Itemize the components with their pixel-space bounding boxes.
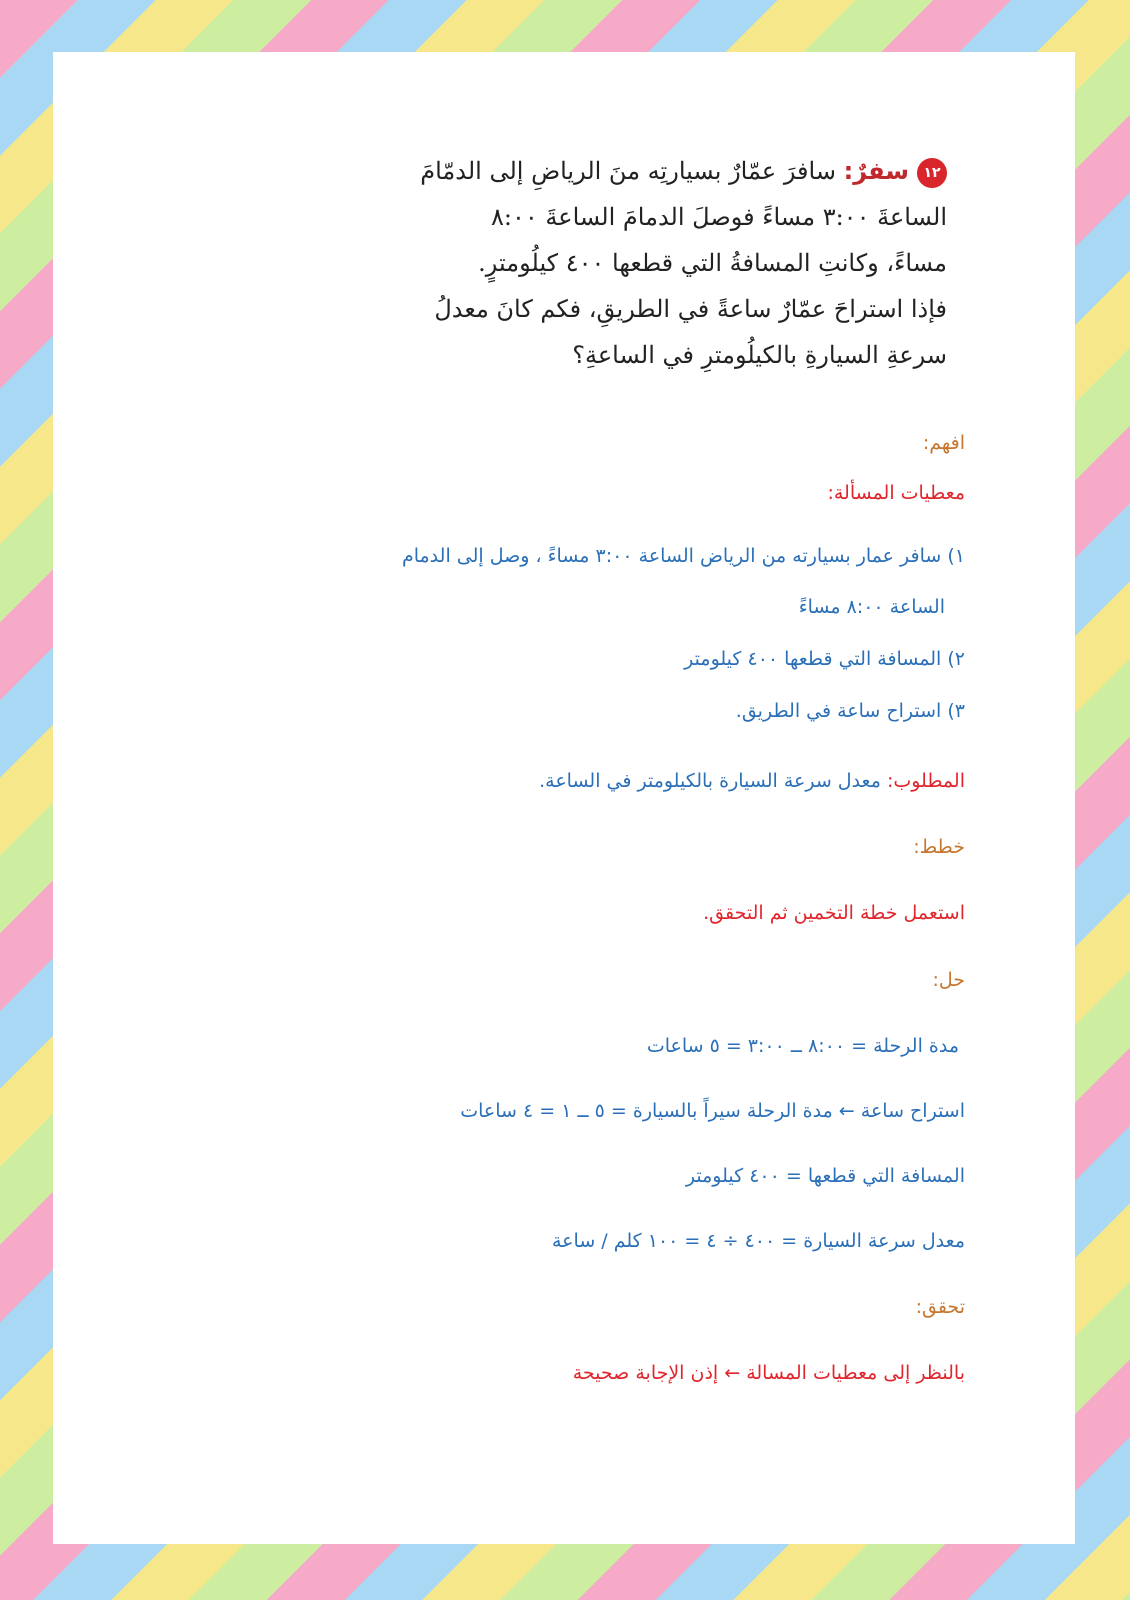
required-label: المطلوب:: [886, 770, 965, 792]
problem-text: سافرَ عمّارٌ بسيارتِه منَ الرياضِ إلى الدمّامَ: [420, 157, 836, 185]
plan-text: استعمل خطة التخمين ثم التحقق.: [703, 902, 965, 924]
required-line: [539, 770, 965, 792]
understand-heading: افهم:: [922, 432, 965, 454]
problem-line: سرعةِ السيارةِ بالكيلُومترِ في الساعةِ؟: [572, 341, 947, 369]
required-text: معدل سرعة السيارة بالكيلومتر في الساعة.: [539, 770, 881, 792]
solve-line: معدل سرعة السيارة = ٤٠٠ ÷ ٤ = ١٠٠ كلم / ساعة: [552, 1230, 965, 1252]
worksheet-page: [53, 52, 1075, 1544]
check-heading: تحقق:: [915, 1296, 965, 1318]
problem-keyword: سفرٌ:: [843, 157, 909, 185]
problem-line: فإذا استراحَ عمّارٌ ساعةً في الطريقِ، فكم كانَ معدلُ: [434, 295, 947, 323]
problem-number-badge: ١٢: [917, 158, 947, 188]
given-item: ١) سافر عمار بسيارته من الرياض الساعة ٣:٠٠ مساءً ، وصل إلى الدمام: [401, 545, 965, 567]
problem-line: مساءً، وكانتِ المسافةُ التي قطعها ٤٠٠ كيلُومترٍ.: [478, 249, 947, 277]
solve-line: استراح ساعة ← مدة الرحلة سيراً بالسيارة = ٥ ــ ١ = ٤ ساعات: [460, 1100, 965, 1122]
problem-box: [327, 148, 947, 378]
given-item: ٢) المسافة التي قطعها ٤٠٠ كيلومتر: [684, 648, 965, 670]
given-item-continuation: الساعة ٨:٠٠ مساءً: [798, 596, 945, 618]
solve-line: مدة الرحلة = ٨:٠٠ ــ ٣:٠٠ = ٥ ساعات: [646, 1035, 959, 1057]
problem-line: الساعةَ ٣:٠٠ مساءً فوصلَ الدمامَ الساعةَ ٨:٠٠: [491, 203, 947, 231]
givens-heading: معطيات المسألة:: [827, 482, 965, 504]
given-item: ٣) استراح ساعة في الطريق.: [735, 700, 965, 722]
problem-line: [327, 148, 947, 194]
plan-heading: خطط:: [913, 836, 965, 858]
solve-heading: حل:: [932, 969, 965, 991]
check-text: بالنظر إلى معطيات المسالة ← إذن الإجابة صحيحة: [572, 1362, 965, 1384]
solve-line: المسافة التي قطعها = ٤٠٠ كيلومتر: [685, 1165, 965, 1187]
